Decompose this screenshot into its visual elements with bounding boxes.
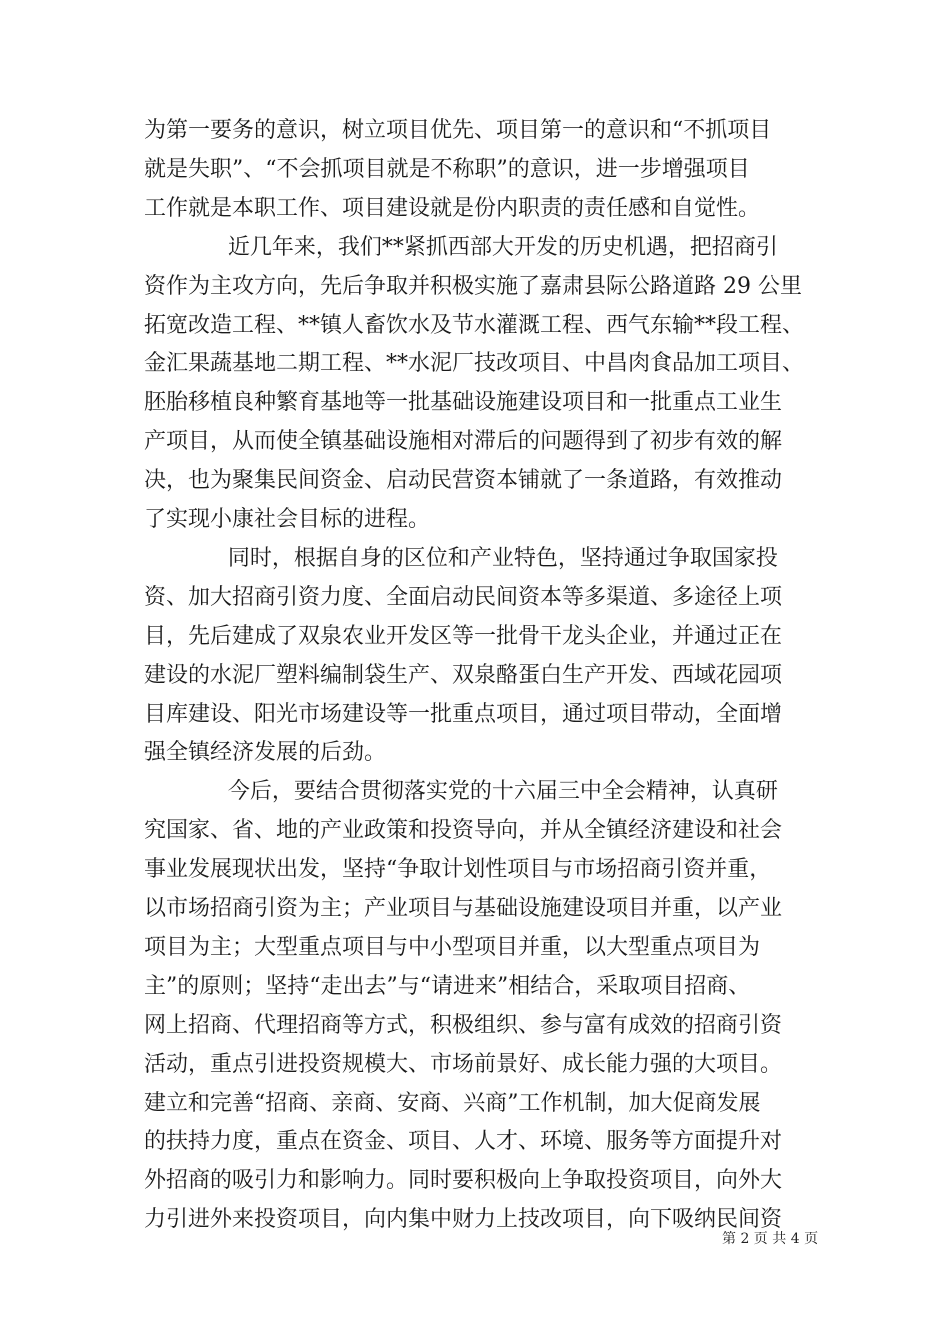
text-line: 资、加大招商引资力度、全面启动民间资本等多渠道、多途径上项	[144, 584, 783, 610]
text-line: 同时，根据自身的区位和产业特色，坚持通过争取国家投	[144, 545, 778, 571]
text-line: 拓宽改造工程、**镇人畜饮水及节水灌溉工程、西气东输**段工程、	[144, 312, 805, 338]
text-line: 网上招商、代理招商等方式，积极组织、参与富有成效的招商引资	[144, 1012, 783, 1038]
text-line: 胚胎移植良种繁育基地等一批基础设施建设项目和一批重点工业生	[144, 390, 783, 416]
text-line: 目，先后建成了双泉农业开发区等一批骨干龙头企业，并通过正在	[144, 623, 783, 649]
text-line: 主”的原则；坚持“走出去”与“请进来”相结合，采取项目招商、	[144, 973, 751, 999]
text-line: 产项目，从而使全镇基础设施相对滞后的问题得到了初步有效的解	[144, 429, 783, 455]
page-number-footer: 第 2 页 共 4 页	[722, 1231, 819, 1247]
text-line: 强全镇经济发展的后劲。	[144, 740, 387, 766]
text-line: 决，也为聚集民间资金、启动民营资本铺就了一条道路，有效推动	[144, 468, 783, 494]
text-line: 活动，重点引进投资规模大、市场前景好、成长能力强的大项目。	[144, 1051, 783, 1077]
text-line: 建设的水泥厂塑料编制袋生产、双泉酪蛋白生产开发、西域花园项	[144, 662, 783, 688]
text-line: 以市场招商引资为主；产业项目与基础设施建设项目并重，以产业	[144, 896, 783, 921]
text-line: 外招商的吸引力和影响力。同时要积极向上争取投资项目，向外大	[144, 1168, 783, 1194]
text-line: 就是失职”、“不会抓项目就是不称职”的意识，进一步增强项目	[144, 156, 750, 182]
text-line: 为第一要务的意识，树立项目优先、项目第一的意识和“不抓项目	[144, 118, 772, 143]
text-line: 金汇果蔬基地二期工程、**水泥厂技改项目、中昌肉食品加工项目、	[144, 351, 805, 377]
text-line: 力引进外来投资项目，向内集中财力上技改项目，向下吸纳民间资	[144, 1207, 783, 1233]
text-line: 事业发展现状出发，坚持“争取计划性项目与市场招商引资并重，	[144, 857, 772, 883]
text-line: 资作为主攻方向，先后争取并积极实施了嘉肃县际公路道路 29 公里	[144, 273, 802, 299]
text-line: 近几年来，我们**紧抓西部大开发的历史机遇，把招商引	[144, 234, 778, 260]
text-line: 了实现小康社会目标的进程。	[144, 507, 431, 532]
text-line: 建立和完善“招商、亲商、安商、兴商”工作机制，加大促商发展	[144, 1090, 761, 1116]
text-line: 目库建设、阳光市场建设等一批重点项目，通过项目带动，全面增	[144, 701, 783, 727]
text-line: 工作就是本职工作、项目建设就是份内职责的责任感和自觉性。	[144, 195, 761, 221]
text-line: 项目为主；大型重点项目与中小型项目并重，以大型重点项目为	[144, 934, 761, 960]
text-line: 究国家、省、地的产业政策和投资导向，并从全镇经济建设和社会	[144, 818, 783, 844]
text-line: 今后，要结合贯彻落实党的十六届三中全会精神，认真研	[144, 779, 778, 805]
text-line: 的扶持力度，重点在资金、项目、人才、环境、服务等方面提升对	[144, 1129, 783, 1155]
